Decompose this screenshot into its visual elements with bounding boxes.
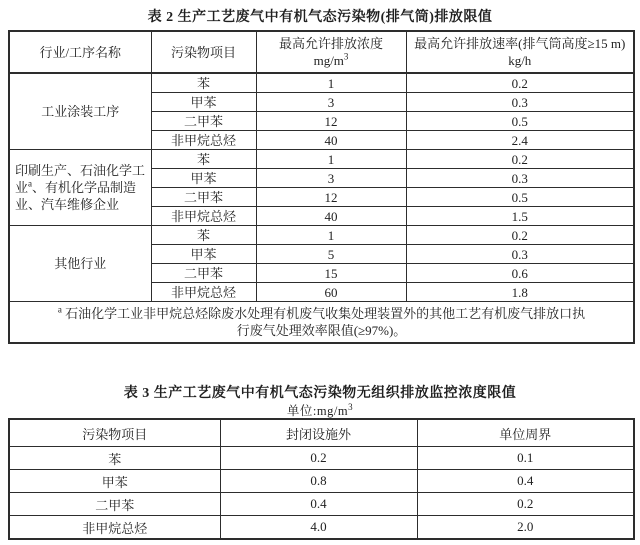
col-header-outside-enclosure: 封闭设施外	[220, 419, 417, 447]
table-row	[9, 73, 634, 93]
outside-enclosure-cell: 0.8	[220, 470, 417, 493]
pollutant-cell: 二甲苯	[151, 112, 256, 131]
table2-title: 表 2 生产工艺废气中有机气态污染物(排气筒)排放限值	[147, 10, 493, 25]
rate-cell: 0.3	[406, 93, 634, 112]
concentration-header-unit: $mg/m^3$	[313, 51, 349, 68]
rate-header-unit: kg/h	[508, 53, 532, 68]
rate-cell: 0.2	[406, 73, 634, 93]
rate-cell: 2.4	[406, 131, 634, 150]
concentration-cell: 12	[256, 112, 406, 131]
footnote-row	[9, 302, 634, 344]
table3-title: 表 3 生产工艺废气中有机气态污染物无组织排放监控浓度限值	[123, 386, 517, 401]
industry-group-cell: 工业涂装工序	[9, 73, 151, 150]
concentration-header-label: 最高允许排放浓度	[278, 36, 383, 51]
table2-header-row	[9, 31, 634, 73]
table3-unit-label: 单位$:mg/m^3$	[286, 401, 354, 418]
concentration-cell: 40	[256, 131, 406, 150]
rate-cell: 0.3	[406, 169, 634, 188]
col-header-rate	[406, 31, 634, 73]
outside-enclosure-cell: 0.2	[220, 447, 417, 470]
pollutant-cell: 苯	[151, 150, 256, 169]
concentration-cell: 1	[256, 226, 406, 245]
rate-header-label: 最高允许排放速率(排气筒高度≥15 m)	[414, 36, 626, 51]
rate-cell: 1.5	[406, 207, 634, 226]
col-header-unit-boundary: 单位周界	[417, 419, 634, 447]
table-row	[9, 150, 634, 169]
pollutant-cell: 二甲苯	[151, 188, 256, 207]
table-row	[9, 470, 634, 493]
pollutant-cell: 二甲苯	[151, 264, 256, 283]
concentration-cell: 1	[256, 73, 406, 93]
unit-boundary-cell: 0.4	[417, 470, 634, 493]
unit-boundary-cell: 0.2	[417, 493, 634, 516]
pollutant-cell: 甲苯	[151, 93, 256, 112]
pollutant-cell: 甲苯	[151, 169, 256, 188]
rate-cell: 0.5	[406, 188, 634, 207]
pollutant-cell: 甲苯	[151, 245, 256, 264]
unit-boundary-cell: 0.1	[417, 447, 634, 470]
table-row	[9, 226, 634, 245]
outside-enclosure-cell: 0.4	[220, 493, 417, 516]
footnote-line2: 行废气处理效率限值(≥97%)。	[236, 323, 407, 338]
table-row	[9, 516, 634, 540]
concentration-cell: 3	[256, 93, 406, 112]
industry-group-cell: 其他行业	[9, 226, 151, 302]
pollutant-cell: 苯	[151, 226, 256, 245]
table2-stack-emission-limits	[8, 30, 635, 344]
table3-fugitive-emission-limits	[8, 418, 635, 540]
pollutant-cell: 非甲烷总烃	[151, 131, 256, 150]
concentration-cell: 60	[256, 283, 406, 302]
pollutant-cell: 二甲苯	[9, 493, 220, 516]
table2-footnote: $^a$ 石油化学工业非甲烷总烃除废水处理有机废气收集处理装置外的其他工艺有机废气排放口执 行废气处理效率限值(≥97%)。	[9, 302, 634, 344]
concentration-cell: 5	[256, 245, 406, 264]
concentration-cell: 3	[256, 169, 406, 188]
table-row	[9, 493, 634, 516]
table-row	[9, 447, 634, 470]
col-header-concentration	[256, 31, 406, 73]
rate-cell: 1.8	[406, 283, 634, 302]
concentration-cell: 40	[256, 207, 406, 226]
outside-enclosure-cell: 4.0	[220, 516, 417, 540]
rate-cell: 0.3	[406, 245, 634, 264]
pollutant-cell: 非甲烷总烃	[151, 283, 256, 302]
rate-cell: 0.5	[406, 112, 634, 131]
unit-boundary-cell: 2.0	[417, 516, 634, 540]
concentration-cell: 12	[256, 188, 406, 207]
table3-header-row	[9, 419, 634, 447]
pollutant-cell: 苯	[151, 73, 256, 93]
industry-group-cell: 印刷生产、石油化学工业$^a$、有机化学品制造业、汽车维修企业	[9, 150, 151, 226]
pollutant-cell: 非甲烷总烃	[151, 207, 256, 226]
pollutant-cell: 非甲烷总烃	[9, 516, 220, 540]
rate-cell: 0.6	[406, 264, 634, 283]
col-header-industry: 行业/工序名称	[9, 31, 151, 73]
concentration-cell: 15	[256, 264, 406, 283]
footnote-line1: 石油化学工业非甲烷总烃除废水处理有机废气收集处理装置外的其他工艺有机废气排放口执	[65, 306, 586, 321]
pollutant-cell: 甲苯	[9, 470, 220, 493]
concentration-cell: 1	[256, 150, 406, 169]
rate-cell: 0.2	[406, 226, 634, 245]
col-header-pollutant: 污染物项目	[9, 419, 220, 447]
rate-cell: 0.2	[406, 150, 634, 169]
col-header-pollutant: 污染物项目	[151, 31, 256, 73]
pollutant-cell: 苯	[9, 447, 220, 470]
